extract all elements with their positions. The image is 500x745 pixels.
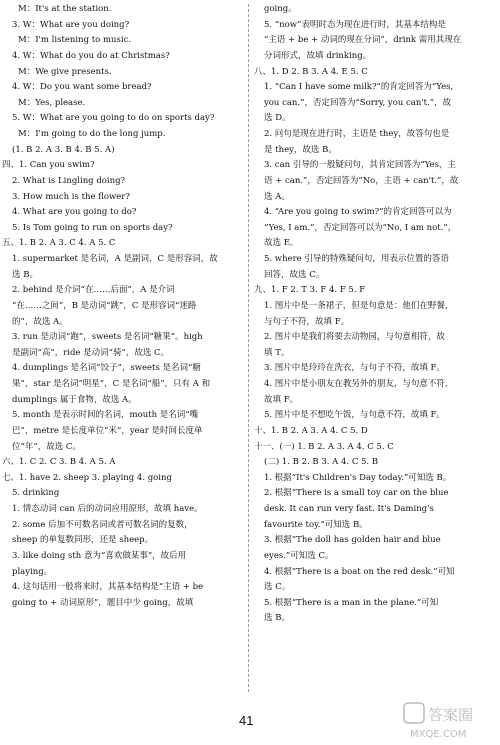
- answer-line: 5. where 引导的特殊疑问句，用表示位置的答语: [264, 254, 449, 264]
- answer-line: 5. “now”表明时态为现在进行时，其基本结构是: [264, 19, 446, 30]
- answer-line: going to + 动词原形”，题目中少 going，故填: [12, 597, 194, 608]
- answer-line: 2. 图片中是我们将要去动物园，与句意相符，故: [264, 332, 445, 343]
- answer-line: 4. “Are you going to swim?”的肯定回答可以为: [264, 207, 452, 218]
- watermark-url: MXQE.COM: [410, 729, 467, 740]
- answer-line: 位“年”，故选 C。: [12, 441, 81, 452]
- answer-line: 3. run 是动词“跑”，sweets 是名词“糖果”。high: [12, 332, 203, 343]
- answer-line: 回答，故选 C。: [264, 269, 325, 280]
- answer-line: 3. 图片中是玲玲在洗衣，与句子不符，故填 F。: [264, 363, 445, 374]
- answer-line: 巴”，metre 是长度单位“米”，year 是时间长度单: [12, 425, 203, 436]
- answer-line: 3. like doing sth 意为“喜欢做某事”，故后用: [12, 550, 187, 561]
- answer-line: M：We give presents.: [18, 66, 112, 77]
- answer-line: 3. How much is the flower?: [12, 191, 130, 202]
- answer-line: 3. can 引导的一般疑问句，其肯定回答为“Yes，主: [264, 160, 456, 171]
- answer-line: 1. 情态动词 can 后的动词应用原形，故填 have。: [12, 504, 203, 514]
- answer-line: 5. drinking: [12, 488, 60, 499]
- answer-line: “Yes, I am.”，否定回答可以为“No, I am not.”，: [264, 222, 457, 233]
- answer-line: 5. 根据“There is a man in the plane.”可知: [264, 597, 439, 608]
- column-divider: [248, 4, 249, 692]
- watermark-title: 答案圈: [428, 706, 474, 724]
- answer-line: (二) 1. B 2. B 3. A 4. C 5. B: [264, 457, 379, 468]
- answer-line: 六、1. C 2. C 3. B 4. A 5. A: [2, 457, 116, 468]
- answer-line: 填 T。: [264, 347, 290, 358]
- answer-line: M：I'm listening to music.: [18, 35, 132, 46]
- answer-line: 五、1. B 2. A 3. C 4. A 5. C: [2, 238, 116, 249]
- answer-line: 1. supermarket 是名词，A 是副词，C 是形容词，故: [12, 254, 218, 264]
- answer-line: M：Yes, please.: [18, 97, 86, 108]
- answer-line: 2. 问句是现在进行时，主语是 they，故答句也是: [264, 129, 450, 139]
- answer-line: sheep 的单复数同形，还是 sheep。: [12, 535, 154, 546]
- answer-line: 是 they，故选 B。: [264, 144, 337, 155]
- answer-line: 七、1. have 2. sheep 3. playing 4. going: [2, 472, 172, 483]
- answer-line: 4. 图片中是小朋友在教另外的朋友，与句意不符，: [264, 379, 454, 389]
- answer-line: 4. 根据“There is a boat on the red desk.”可知: [264, 566, 455, 577]
- answer-line: dumplings 属于食物，故选 A。: [12, 394, 137, 405]
- answer-line: 选 B。: [12, 269, 38, 280]
- answer-line: eyes.”可知选 C。: [264, 550, 334, 561]
- answer-line: desk. It can run very fast. It's Daming's: [264, 504, 434, 514]
- answer-line: 1. 根据“It's Children's Day today.”可知选 B。: [264, 472, 452, 483]
- watermark-logo: [402, 701, 494, 741]
- answer-line: 4. W：What do you do at Christmas?: [12, 50, 170, 61]
- answer-line: 四、1. Can you swim?: [2, 160, 95, 171]
- answer-line: 十、1. B 2. A 3. A 4. C 5. D: [254, 425, 368, 436]
- answer-line: 是副词“高”，ride 是动词“骑”，故选 C。: [12, 347, 170, 358]
- answer-line: “在……之间”，B 是动词“跳”，C 是形容词“迷路: [12, 300, 197, 311]
- answer-line: 与句子不符，故填 F。: [264, 316, 350, 327]
- answer-line: favourite toy.”可知选 B。: [264, 519, 368, 530]
- page-number: 41: [239, 713, 254, 728]
- answer-line: 5. Is Tom going to run on sports day?: [12, 222, 173, 233]
- answer-line: 十一、(一) 1. B 2. A 3. A 4. C 5. C: [254, 441, 394, 452]
- answer-line: 4. 这句话用一般将来时，其基本结构是“主语 + be: [12, 582, 204, 593]
- answer-line: 选 B。: [264, 613, 290, 624]
- answer-line: 选 A。: [264, 191, 290, 202]
- answer-line: (1. B 2. A 3. B 4. B 5. A): [12, 144, 115, 155]
- answer-line: 八、1. D 2. B 3. A 4. E 5. C: [254, 66, 368, 77]
- answer-line: 5. W：What are you going to do on sports day?: [12, 113, 215, 124]
- answer-line: you can.”，否定回答为“Sorry, you can't.”，故: [264, 97, 452, 108]
- right-column: [254, 2, 498, 627]
- answer-line: 语 + can.”，否定回答为“No，主语 + can't.”，故: [264, 175, 459, 186]
- answer-line: 分词形式，故填 drinking。: [264, 50, 372, 61]
- answer-line: 4. W：Do you want some bread?: [12, 82, 152, 93]
- answer-line: “主语 + be + 动词的现在分词”，drink 需用其现在: [264, 35, 462, 46]
- answer-line: 4. dumplings 是名词“饺子”，sweets 是名词“糖: [12, 363, 201, 374]
- answer-line: 2. What is Lingling doing?: [12, 175, 126, 186]
- answer-line: 的”，故选 A。: [12, 316, 68, 327]
- answer-line: 3. W：What are you doing?: [12, 19, 130, 30]
- answer-line: 故选 E。: [264, 238, 299, 249]
- answer-line: 3. 根据“The doll has golden hair and blue: [264, 535, 441, 546]
- answer-line: 2. 根据“There is a small toy car on the blue: [264, 488, 449, 499]
- answer-line: 故填 F。: [264, 394, 299, 405]
- answer-line: 选 D。: [264, 113, 291, 124]
- answer-line: 2. some 后加不可数名词或者可数名词的复数，: [12, 519, 193, 530]
- left-column: [2, 2, 244, 611]
- answer-line: playing。: [12, 566, 53, 577]
- answer-line: 5. 图片中是不想吃午饭，与句意不符，故填 F。: [264, 410, 445, 421]
- answer-line: 5. month 是表示时间的名词，mouth 是名词“嘴: [12, 410, 199, 421]
- answer-line: M：I'm going to do the long jump.: [18, 129, 166, 139]
- answer-line: 果”，star 是名词“明星”，C 是名词“船”，只有 A 和: [12, 379, 211, 389]
- answer-line: 2. behind 是介词“在……后面”，A 是介词: [12, 285, 175, 296]
- answer-line: M：It's at the station.: [18, 4, 112, 14]
- answer-line: 九、1. F 2. T 3. F 4. F 5. F: [254, 285, 366, 296]
- answer-line: going。: [264, 4, 297, 14]
- answer-line: 4. What are you going to do?: [12, 207, 137, 218]
- answer-line: 1. “Can I have some milk?”的肯定回答为“Yes,: [264, 82, 454, 93]
- answer-line: 1. 图片中是一条裙子，但是句意是：他们在野餐，: [264, 300, 454, 311]
- answer-line: 选 C。: [264, 582, 291, 593]
